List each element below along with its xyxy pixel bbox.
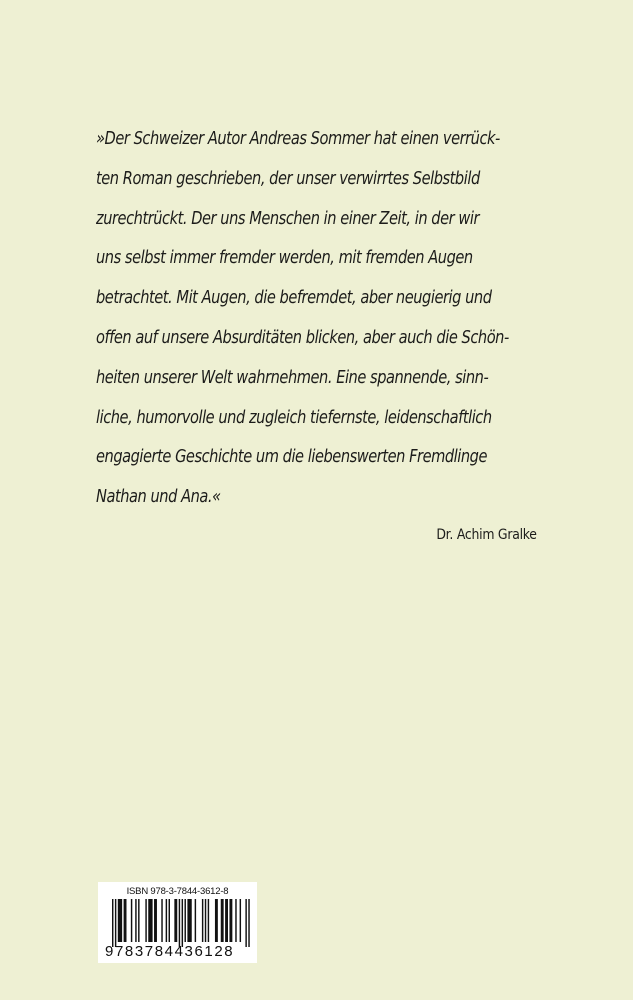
barcode-box xyxy=(98,882,257,963)
quote-line-2: ten Roman geschrieben, der unser verwirrtes Selbstbild xyxy=(96,168,480,189)
barcode-bar-5 xyxy=(131,899,132,942)
quote-line-8: liche, humorvolle und zugleich tiefernste, leidenschaftlich xyxy=(96,407,492,428)
barcode-bar-14 xyxy=(174,899,177,942)
barcode-bar-25 xyxy=(225,899,228,942)
barcode-bar-8 xyxy=(145,899,146,942)
barcode-bar-26 xyxy=(229,899,232,942)
barcode-bar-18 xyxy=(187,899,191,942)
barcode-bar-29 xyxy=(245,899,246,947)
barcode-bar-3 xyxy=(118,899,122,942)
barcode-bar-12 xyxy=(166,899,167,942)
barcode-bar-10 xyxy=(154,899,157,942)
isbn-label: ISBN 978-3-7844-3612-8 xyxy=(126,886,229,897)
quote-line-1: »Der Schweizer Autor Andreas Sommer hat einen verrück- xyxy=(96,129,500,149)
barcode-bar-30 xyxy=(248,899,249,947)
quote-line-6: offen auf unsere Absurditäten blicken, aber auch die Schön- xyxy=(96,327,509,348)
barcode-bar-23 xyxy=(215,899,218,942)
barcode-bar-24 xyxy=(221,899,224,942)
barcode-bar-22 xyxy=(208,899,209,942)
barcode-bar-2 xyxy=(115,899,116,947)
barcode-bar-9 xyxy=(148,899,152,942)
barcode-bar-17 xyxy=(185,899,186,942)
barcode-bar-6 xyxy=(135,899,136,942)
quote-line-3: zurechtrückt. Der uns Menschen in einer Zeit, in der wir xyxy=(96,208,479,229)
barcode-bar-7 xyxy=(138,899,139,942)
barcode-bar-19 xyxy=(195,899,196,942)
barcode-bar-4 xyxy=(124,899,127,942)
barcode-bar-13 xyxy=(169,899,170,942)
barcode-bar-15 xyxy=(179,899,180,947)
barcode-bar-27 xyxy=(235,899,236,942)
barcode-bar-16 xyxy=(182,899,183,947)
barcode-digits: 9783784436128 xyxy=(105,943,235,960)
barcode-bar-11 xyxy=(161,899,162,942)
quote-block xyxy=(96,120,556,518)
quote-line-7: heiten unserer Welt wahrnehmen. Eine spannende, sinn- xyxy=(96,367,489,388)
barcode-bar-28 xyxy=(240,899,241,942)
quote-line-10: Nathan und Ana.« xyxy=(96,487,221,508)
barcode-bar-1 xyxy=(112,899,113,947)
quote-line-5: betrachtet. Mit Augen, die befremdet, aber neugierig und xyxy=(96,288,492,309)
quote-author: Dr. Achim Gralke xyxy=(436,527,537,543)
barcode-bar-20 xyxy=(202,899,203,942)
quote-line-9: engagierte Geschichte um die liebenswerten Fremdlinge xyxy=(96,447,488,468)
quote-line-4: uns selbst immer fremder werden, mit fremden Augen xyxy=(96,248,473,269)
barcode-bar-21 xyxy=(205,899,206,942)
